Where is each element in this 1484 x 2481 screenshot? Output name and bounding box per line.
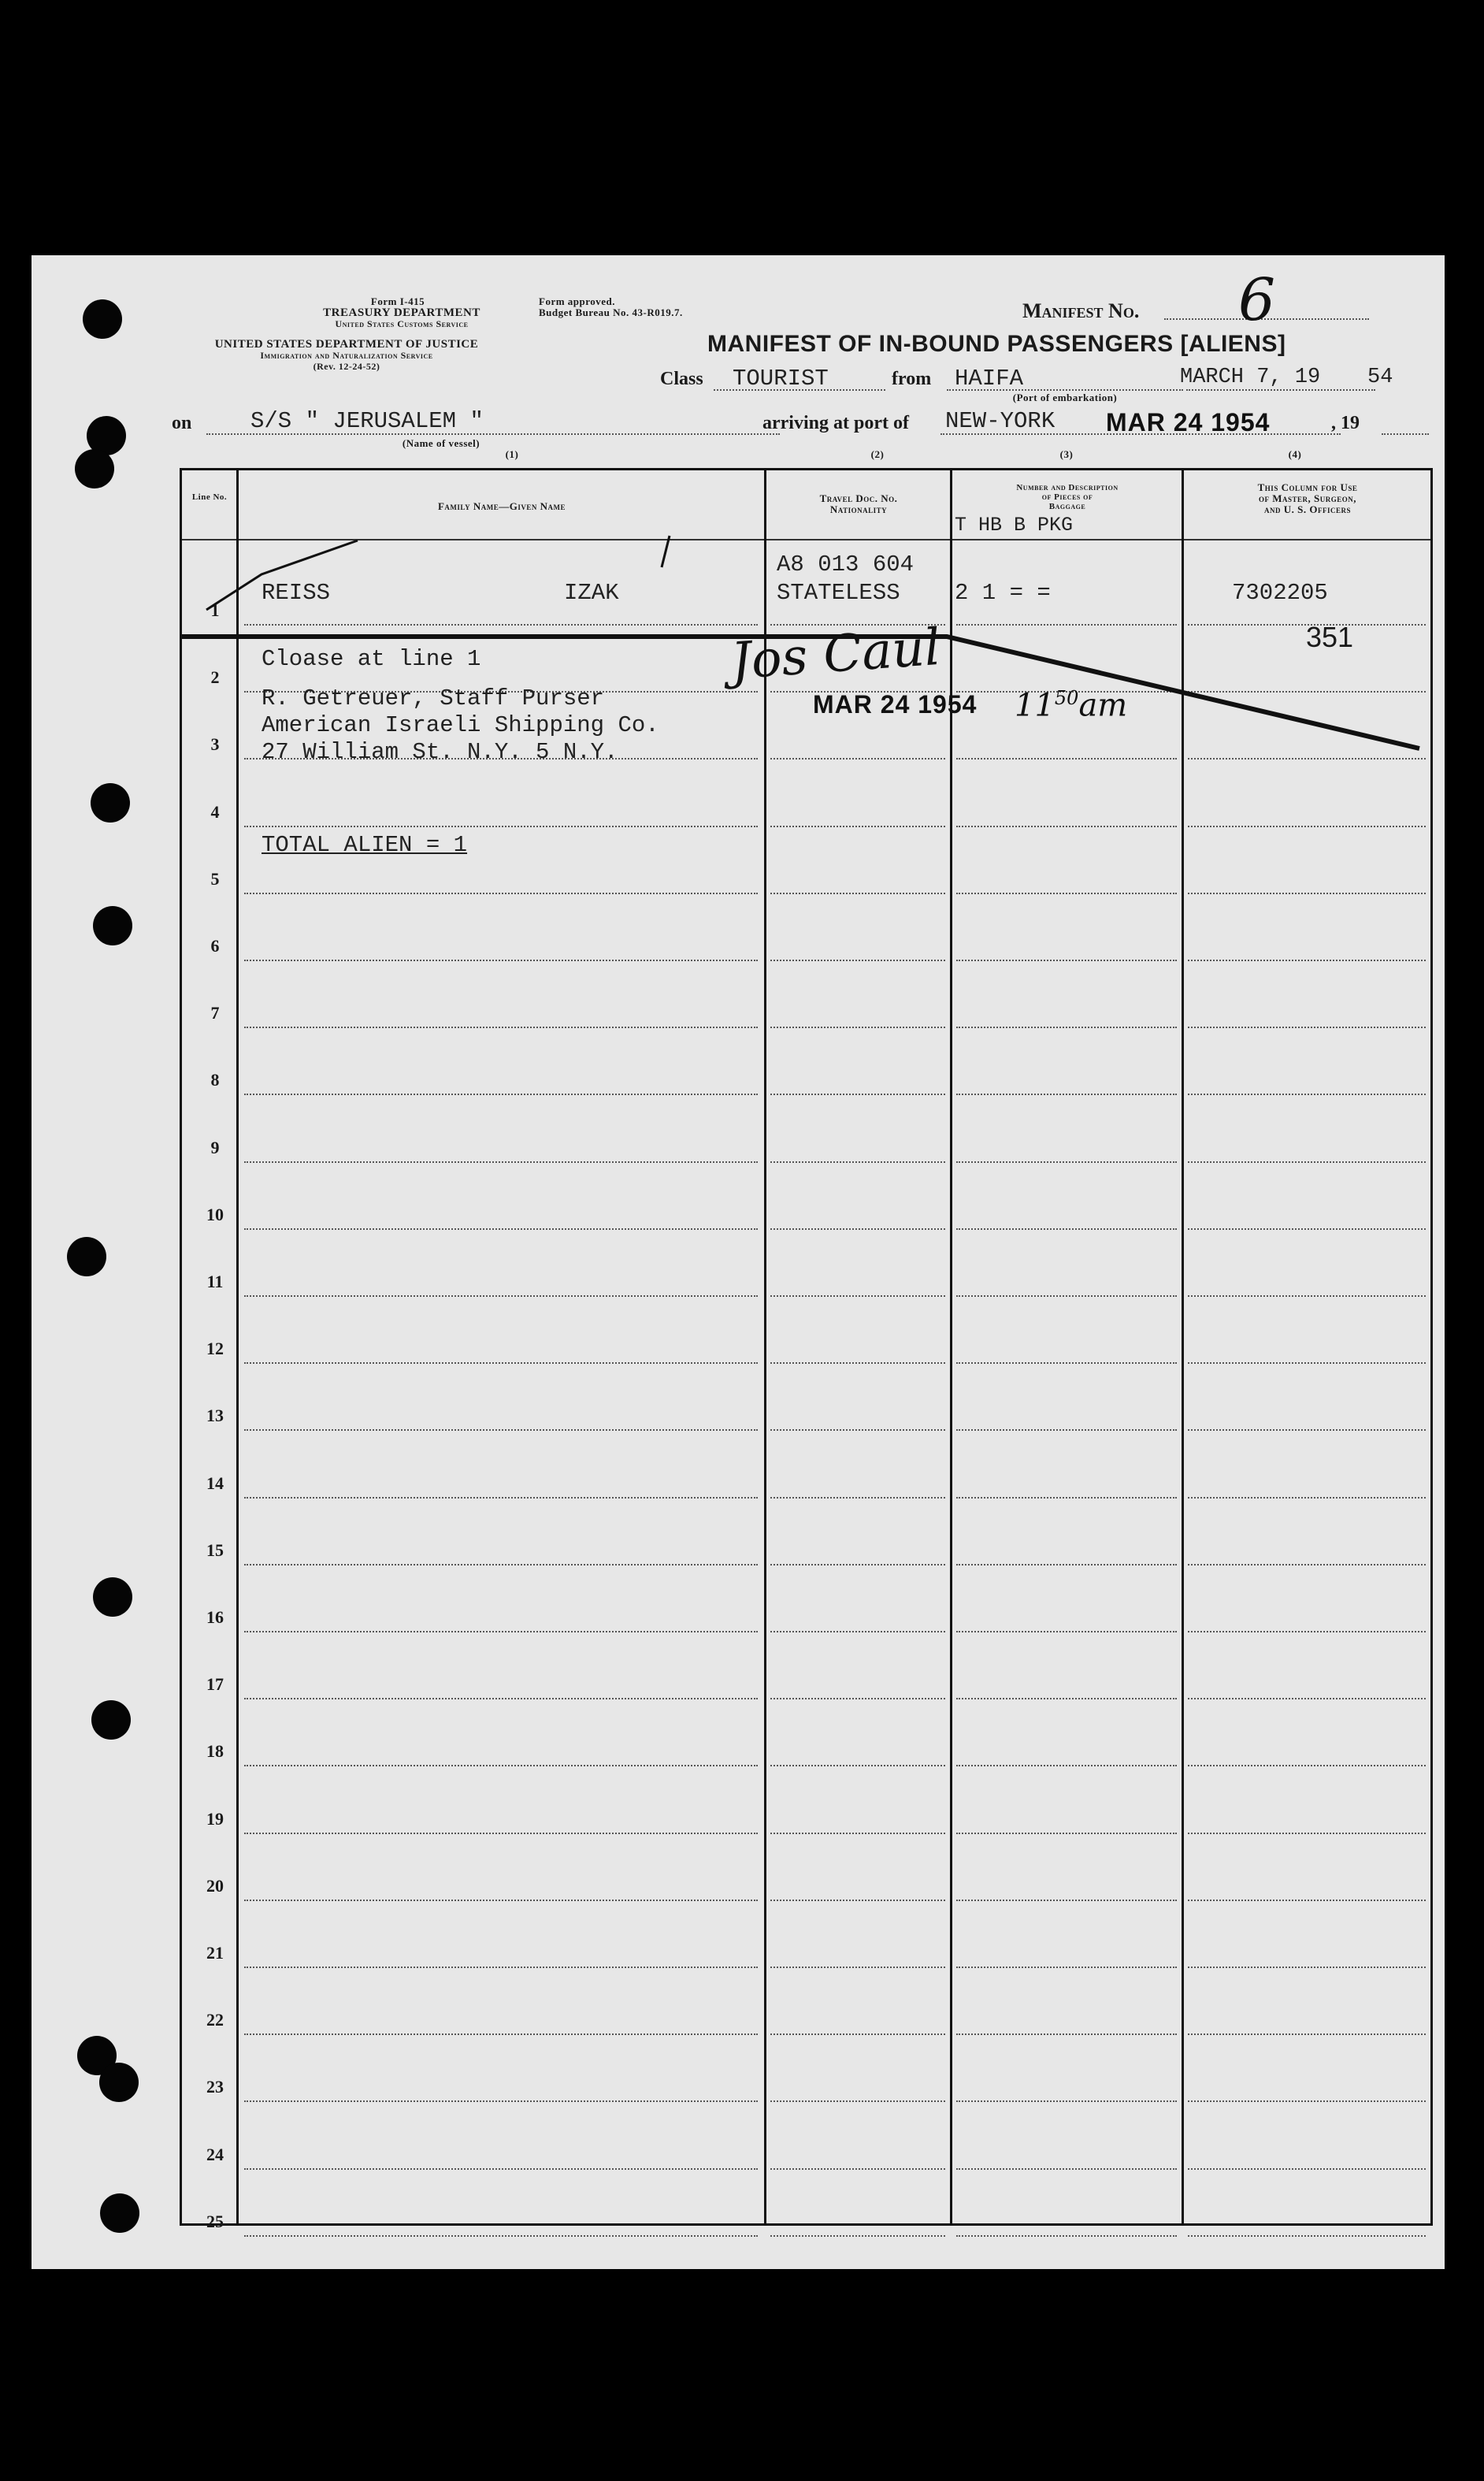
header-nationality: Nationality <box>829 503 888 515</box>
row-guide <box>770 1967 945 1968</box>
row-guide <box>1188 1497 1426 1499</box>
row-guide <box>1188 1429 1426 1431</box>
row-guide <box>244 1094 758 1095</box>
row-guide <box>956 2168 1177 2170</box>
binder-hole <box>93 906 132 945</box>
row-guide <box>1188 1094 1426 1095</box>
closing-note: Cloase at line 1 <box>262 646 481 672</box>
row-guide <box>1188 1765 1426 1766</box>
row-guide <box>244 1833 758 1834</box>
row-guide <box>244 1362 758 1364</box>
row-guide <box>956 1765 1177 1766</box>
row-guide <box>770 1429 945 1431</box>
header-name: Family Name—Given Name <box>437 500 566 512</box>
given-name: IZAK <box>564 580 619 606</box>
row-guide <box>770 1698 945 1699</box>
row-guide <box>770 2100 945 2102</box>
line-number: 21 <box>206 1943 224 1963</box>
row-guide <box>770 2033 945 2035</box>
binder-hole <box>67 1237 106 1276</box>
time-am: am <box>1078 687 1128 724</box>
on-label: on <box>172 413 192 433</box>
family-name: REISS <box>262 580 331 606</box>
row-guide <box>956 893 1177 894</box>
row-guide <box>770 1228 945 1230</box>
total-aliens: TOTAL ALIEN = 1 <box>262 832 468 858</box>
manifest-number: 6 <box>1238 266 1276 334</box>
row-guide <box>244 2100 758 2102</box>
arrival-port: NEW-YORK <box>945 408 1055 434</box>
line-number: 17 <box>206 1674 224 1694</box>
department-of-justice: UNITED STATES DEPARTMENT OF JUSTICE <box>214 338 479 351</box>
line-number: 15 <box>206 1540 224 1560</box>
revision-date: (Rev. 12-24-52) <box>313 361 380 372</box>
vessel-caption: (Name of vessel) <box>402 437 480 449</box>
table-left-border <box>180 468 182 2226</box>
port-embarkation: HAIFA <box>955 366 1024 392</box>
row-guide <box>1188 691 1426 693</box>
row-guide <box>1188 2235 1426 2237</box>
row-guide <box>244 2168 758 2170</box>
row-guide <box>770 1564 945 1565</box>
year-suffix: , 19 <box>1331 413 1360 433</box>
row-guide <box>244 1564 758 1565</box>
row-guide <box>244 1027 758 1028</box>
row-guide <box>244 1295 758 1297</box>
row-guide <box>244 893 758 894</box>
row-guide <box>956 2100 1177 2102</box>
column-1-marker: (1) <box>505 448 519 460</box>
header-baggage-1: Number and Description <box>1016 483 1119 492</box>
row-guide <box>770 1295 945 1297</box>
row-guide <box>1188 2033 1426 2035</box>
class-value: TOURIST <box>733 366 829 392</box>
inspector-signature: Jos Caul <box>729 618 943 692</box>
budget-bureau: Budget Bureau No. 43-R019.7. <box>539 306 683 318</box>
company-address: 27 William St. N.Y. 5 N.Y. <box>262 739 618 765</box>
doc-divider <box>950 468 952 2226</box>
header-officers-2: of Master, Surgeon, <box>1258 492 1356 504</box>
row-guide <box>1188 1228 1426 1230</box>
row-guide <box>1188 1900 1426 1901</box>
row-guide <box>1188 826 1426 827</box>
row-guide <box>956 826 1177 827</box>
row-guide <box>956 1631 1177 1632</box>
line-number: 19 <box>206 1809 224 1829</box>
row-guide <box>956 1362 1177 1364</box>
row-guide <box>244 2235 758 2237</box>
from-label: from <box>892 369 932 389</box>
line-number: 10 <box>206 1205 224 1224</box>
manifest-sheet <box>32 255 1445 2269</box>
row-guide <box>244 1497 758 1499</box>
shipping-company: American Israeli Shipping Co. <box>262 712 659 738</box>
manifest-label: Manifest No. <box>1022 299 1140 322</box>
row-guide <box>1188 960 1426 961</box>
line-number: 13 <box>206 1406 224 1425</box>
year-dots <box>1382 433 1429 435</box>
travel-doc-number: A8 013 604 <box>777 552 915 578</box>
row-guide <box>770 1900 945 1901</box>
line-number: 4 <box>210 802 220 822</box>
treasury-department: TREASURY DEPARTMENT <box>323 306 480 319</box>
line-number: 8 <box>210 1070 220 1090</box>
row-guide <box>1188 2100 1426 2102</box>
row-guide <box>1188 1027 1426 1028</box>
line-number: 5 <box>210 869 220 889</box>
line-number: 7 <box>210 1003 220 1023</box>
table-right-border <box>1430 468 1433 2226</box>
class-label: Class <box>660 369 703 389</box>
row-guide <box>1188 1698 1426 1699</box>
row-guide <box>244 2033 758 2035</box>
binder-hole <box>91 783 130 823</box>
row-guide <box>1188 1295 1426 1297</box>
line-number: 1 <box>210 600 220 620</box>
line-number: 22 <box>206 2010 224 2030</box>
manifest-title: MANIFEST OF IN-BOUND PASSENGERS [ALIENS] <box>707 331 1286 357</box>
row-guide <box>956 1698 1177 1699</box>
row-guide <box>770 1161 945 1163</box>
row-guide <box>244 1228 758 1230</box>
row-guide <box>770 758 945 760</box>
purser-name: R. Getreuer, Staff Purser <box>262 685 605 711</box>
name-divider <box>764 468 766 2226</box>
row-guide <box>956 2235 1177 2237</box>
form-number: Form I-415 <box>370 295 425 307</box>
line-number: 16 <box>206 1607 224 1627</box>
baggage-count: 2 1 = = <box>955 580 1051 606</box>
row-guide <box>956 2033 1177 2035</box>
binder-hole <box>75 449 114 488</box>
line-number: 25 <box>206 2212 224 2231</box>
column-3-marker: (3) <box>1059 448 1074 460</box>
row-guide <box>956 1833 1177 1834</box>
line-number: 24 <box>206 2145 224 2164</box>
row-guide <box>1188 1161 1426 1163</box>
header-line-no: Line No. <box>191 492 228 502</box>
port-caption: (Port of embarkation) <box>1012 392 1118 403</box>
row-guide <box>956 1429 1177 1431</box>
officer-mark: 351 <box>1306 621 1354 653</box>
line-number: 12 <box>206 1339 224 1358</box>
header-baggage-2: of Pieces of <box>1041 492 1093 502</box>
row-guide <box>956 1161 1177 1163</box>
ins-service: Immigration and Naturalization Service <box>260 350 433 361</box>
arriving-label: arriving at port of <box>762 413 909 433</box>
row-guide <box>956 1228 1177 1230</box>
header-travel-doc: Travel Doc. No. <box>819 492 898 504</box>
row-guide <box>956 1094 1177 1095</box>
time-hour: 11 <box>1015 687 1055 724</box>
row-guide <box>244 960 758 961</box>
tick-stroke <box>662 536 670 567</box>
header-officers-3: and U. S. Officers <box>1264 503 1351 515</box>
header-baggage-3: Baggage <box>1048 502 1086 511</box>
row-guide <box>956 1900 1177 1901</box>
row-guide <box>770 1631 945 1632</box>
vessel-name: S/S " JERUSALEM " <box>250 408 484 434</box>
header-baggage-cols: T HB B PKG <box>955 514 1074 537</box>
row-guide <box>956 1295 1177 1297</box>
row-guide <box>244 1967 758 1968</box>
binder-hole <box>93 1577 132 1617</box>
row-guide <box>770 1497 945 1499</box>
row-guide <box>244 1161 758 1163</box>
line-number: 14 <box>206 1473 224 1493</box>
row-guide <box>1188 1833 1426 1834</box>
row-guide <box>956 1497 1177 1499</box>
row-guide <box>770 1362 945 1364</box>
baggage-divider <box>1182 468 1184 2226</box>
column-4-marker: (4) <box>1288 448 1302 460</box>
time-minutes: 50 <box>1054 687 1079 709</box>
line-number: 23 <box>206 2077 224 2097</box>
date-dots <box>1186 389 1375 391</box>
row-guide <box>244 1631 758 1632</box>
row-guide <box>770 2235 945 2237</box>
row-guide <box>770 893 945 894</box>
binder-hole <box>100 2193 139 2233</box>
row-guide <box>1188 893 1426 894</box>
row-guide <box>956 1564 1177 1565</box>
row-guide <box>770 2168 945 2170</box>
line-number: 18 <box>206 1741 224 1761</box>
binder-hole <box>83 299 122 339</box>
row-guide <box>770 960 945 961</box>
row-guide <box>956 624 1177 626</box>
table-bottom-border <box>180 2223 1432 2226</box>
row-guide <box>770 1027 945 1028</box>
header-bottom-border <box>180 539 1432 540</box>
row-guide <box>770 1765 945 1766</box>
row-guide <box>1188 1967 1426 1968</box>
row-guide <box>244 1765 758 1766</box>
row-guide <box>770 1094 945 1095</box>
row-guide <box>770 826 945 827</box>
row-guide <box>244 1900 758 1901</box>
departure-year: 54 <box>1367 366 1393 389</box>
line-number: 20 <box>206 1876 224 1896</box>
column-2-marker: (2) <box>870 448 885 460</box>
row-guide <box>1188 2168 1426 2170</box>
row-guide <box>770 1833 945 1834</box>
row-guide <box>1188 1564 1426 1565</box>
row-guide <box>1188 758 1426 760</box>
arrival-date-stamp: MAR 24 1954 <box>1106 408 1271 436</box>
binder-hole <box>91 1700 131 1740</box>
row-guide <box>1188 1631 1426 1632</box>
inspection-time <box>1015 687 1127 723</box>
row-guide <box>244 1429 758 1431</box>
row-guide <box>956 758 1177 760</box>
form-approved: Form approved. <box>539 295 616 307</box>
row-guide <box>244 624 758 626</box>
binder-hole <box>99 2063 139 2102</box>
line-number: 3 <box>210 734 220 754</box>
row-guide <box>956 1027 1177 1028</box>
nationality: STATELESS <box>777 580 900 606</box>
customs-service: United States Customs Service <box>335 318 469 329</box>
line-number: 9 <box>210 1138 220 1157</box>
row-guide <box>956 1967 1177 1968</box>
departure-date: MARCH 7, 19 <box>1180 366 1321 389</box>
officer-number: 7302205 <box>1232 580 1328 606</box>
header-officers-1: This Column for Use <box>1257 481 1358 493</box>
line-number: 6 <box>210 936 220 956</box>
line-number: 11 <box>206 1272 224 1291</box>
line-number: 2 <box>210 667 220 687</box>
row-guide <box>244 826 758 827</box>
table-top-border <box>180 468 1432 470</box>
row-guide <box>1188 1362 1426 1364</box>
inspection-stamp: MAR 24 1954 <box>813 690 978 719</box>
row-guide <box>956 960 1177 961</box>
row-guide <box>244 1698 758 1699</box>
